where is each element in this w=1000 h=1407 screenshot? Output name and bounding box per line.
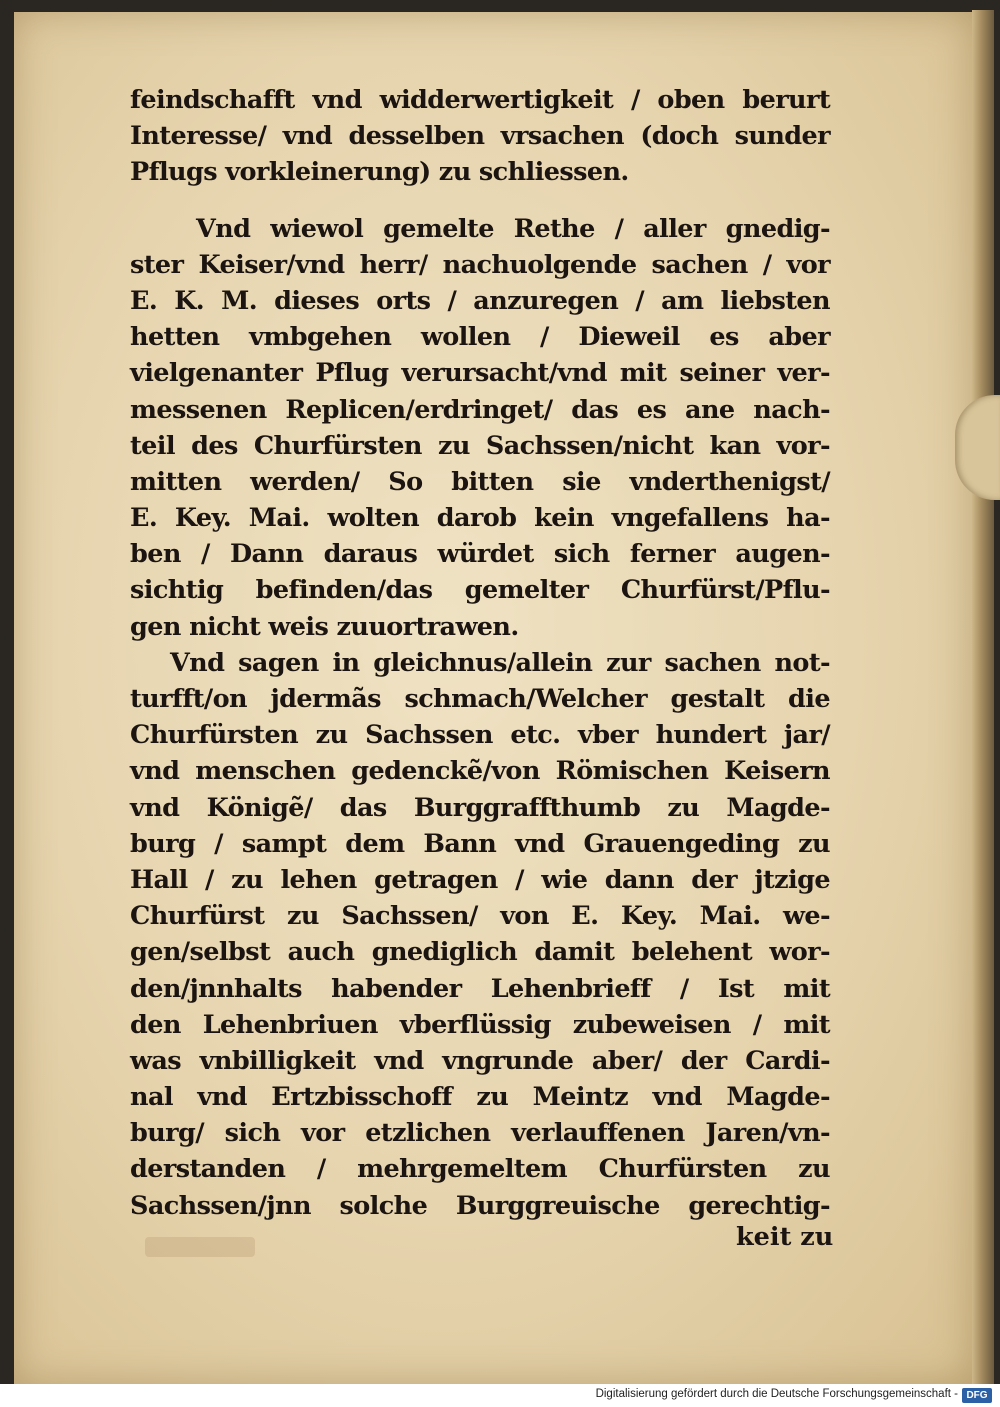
text-line: mitten werden/ So bitten sie vnderthenigst/ (130, 466, 830, 497)
text-line: Vnd wiewol gemelte Rethe / aller gnedig- (196, 213, 830, 244)
text-line: vielgenanter Pflug verursacht/vnd mit seiner ver- (130, 358, 830, 389)
text-line: Interesse/ vnd desselben vrsachen (doch sunder (130, 121, 830, 152)
text-line: den/jnnhalts habender Lehenbrieff / Ist mit (130, 973, 830, 1004)
text-line: gen/selbst auch gnediglich damit belehent wor- (130, 937, 830, 968)
text-line: Sachssen/jnn solche Burggreuische gerechtig- (130, 1190, 830, 1221)
text-line: hetten vmbgehen wollen / Dieweil es aber (130, 322, 830, 353)
text-line: teil des Churfürsten zu Sachssen/nicht kan vor- (130, 430, 830, 461)
footer-bar (0, 1384, 1000, 1407)
text-line: ster Keiser/vnd herr/ nachuolgende sachen / vor (130, 249, 830, 280)
text-line: ben / Dann daraus würdet sich ferner augen- (130, 539, 830, 570)
catchword: keit zu (736, 1222, 834, 1252)
text-line: feindschafft vnd widderwertigkeit / oben berurt (130, 85, 830, 115)
text-line: Hall / zu lehen getragen / wie dann der jtzige (130, 864, 830, 895)
text-line: Churfürst zu Sachssen/ von E. Key. Mai. we- (130, 901, 830, 932)
text-line: E. Key. Mai. wolten darob kein vngefallens ha- (130, 503, 830, 534)
text-line: nal vnd Ertzbisschoff zu Meintz vnd Magde- (130, 1082, 830, 1113)
dfg-logo[interactable]: DFG (962, 1388, 992, 1403)
text-line: turfft/on jdermãs schmach/Welcher gestalt die (130, 684, 830, 714)
text-line: vnd menschen gedenckẽ/von Römischen Keisern (130, 756, 830, 787)
text-line: burg/ sich vor etzlichen verlauffenen Jaren/vn- (130, 1118, 830, 1149)
text-line: den Lehenbriuen vberflüssig zubeweisen / mit (130, 1009, 830, 1040)
text-line: Vnd sagen in gleichnus/allein zur sachen not- (170, 647, 830, 678)
text-line: Pflugs vorkleinerung) zu schliessen. (130, 157, 629, 188)
bleed-through-mark (145, 1237, 255, 1257)
text-line: messenen Replicen/erdringet/ das es ane nach- (130, 394, 830, 425)
text-line: E. K. M. dieses orts / anzuregen / am liebsten (130, 285, 830, 316)
text-line: sichtig befinden/das gemelter Churfürst/Pflu- (130, 575, 830, 606)
text-line: Churfürsten zu Sachssen etc. vber hundert jar/ (130, 720, 830, 751)
page-edge (972, 10, 994, 1384)
text-line: vnd Königẽ/ das Burggraffthumb zu Magde- (130, 792, 830, 823)
paragraph-gap (130, 191, 830, 211)
text-line: was vnbilligkeit vnd vngrunde aber/ der Cardi- (130, 1045, 830, 1076)
text-line: burg / sampt dem Bann vnd Grauengeding zu (130, 828, 830, 859)
text-line: derstanden / mehrgemeltem Churfürsten zu (130, 1154, 830, 1185)
footer-credit: Digitalisierung gefördert durch die Deutsche Forschungsgemeinschaft - (595, 1388, 958, 1400)
text-line: gen nicht weis zuuortrawen. (130, 611, 519, 642)
body-text (130, 82, 830, 1224)
